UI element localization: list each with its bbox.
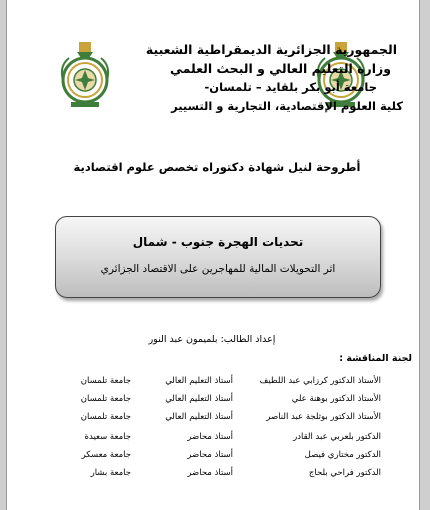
thesis-type: أطروحة لنيل شهادة دكتوراه تخصص علوم اقتصادية bbox=[73, 160, 361, 174]
member-university: جامعة تلمسان bbox=[80, 412, 131, 422]
member-name: الدكتور بلعربي عبد القادر bbox=[293, 432, 381, 442]
member-name: الأستاذ الدكتور بوهنة علي bbox=[291, 394, 381, 404]
document-page bbox=[6, 0, 420, 510]
thesis-title: تحديات الهجرة جنوب - شمال bbox=[132, 235, 304, 249]
member-university: جامعة بشار bbox=[90, 468, 131, 478]
member-rank: أستاذ التعليم العالي bbox=[165, 394, 233, 404]
member-rank: أستاذ التعليم العالي bbox=[165, 376, 233, 386]
member-rank: أستاذ محاضر bbox=[187, 468, 233, 478]
member-rank: أستاذ التعليم العالي bbox=[165, 412, 233, 422]
committee-row bbox=[7, 468, 421, 484]
member-university: جامعة سعيدة bbox=[84, 432, 131, 442]
member-rank: أستاذ محاضر bbox=[187, 432, 233, 442]
university-emblem-left-icon bbox=[57, 40, 113, 110]
member-name: الأستاذ الدكتور بوثلجة عبد الناصر bbox=[266, 412, 381, 422]
institution-header bbox=[117, 40, 417, 116]
member-name: الدكتور مختاري فيصل bbox=[304, 450, 381, 460]
ministry-name: وزارة التعليم العالي و البحث العلمي bbox=[169, 61, 391, 76]
member-name: الدكتور فراحي بلحاج bbox=[308, 468, 381, 478]
republic-name: الجمهورية الجزائرية الديمقراطية الشعبية bbox=[145, 42, 397, 57]
university-name: جامعة أبو بكر بلقايد – تلمسان- bbox=[204, 80, 377, 94]
member-university: جامعة تلمسان bbox=[80, 376, 131, 386]
committee-row bbox=[7, 450, 421, 466]
member-name: الأستاذ الدكتور كرزابي عبد اللطيف bbox=[259, 376, 381, 386]
prepared-by: إعداد الطالب: بلميمون عبد النور bbox=[148, 334, 276, 345]
faculty-name: كلية العلوم الإقتصادية، التجارية و التسيير bbox=[171, 99, 403, 113]
thesis-subtitle: اثر التحويلات المالية للمهاجرين على الاقتصاد الجزائري bbox=[100, 263, 336, 275]
committee-row bbox=[7, 376, 421, 392]
member-rank: أستاذ محاضر bbox=[187, 450, 233, 460]
committee-row bbox=[7, 394, 421, 410]
thesis-title-box bbox=[55, 216, 381, 298]
committee-row bbox=[7, 412, 421, 428]
member-university: جامعة تلمسان bbox=[80, 394, 131, 404]
member-university: جامعة معسكر bbox=[81, 450, 131, 460]
committee-row bbox=[7, 432, 421, 448]
committee-label: لجنة المناقشة : bbox=[339, 353, 412, 364]
